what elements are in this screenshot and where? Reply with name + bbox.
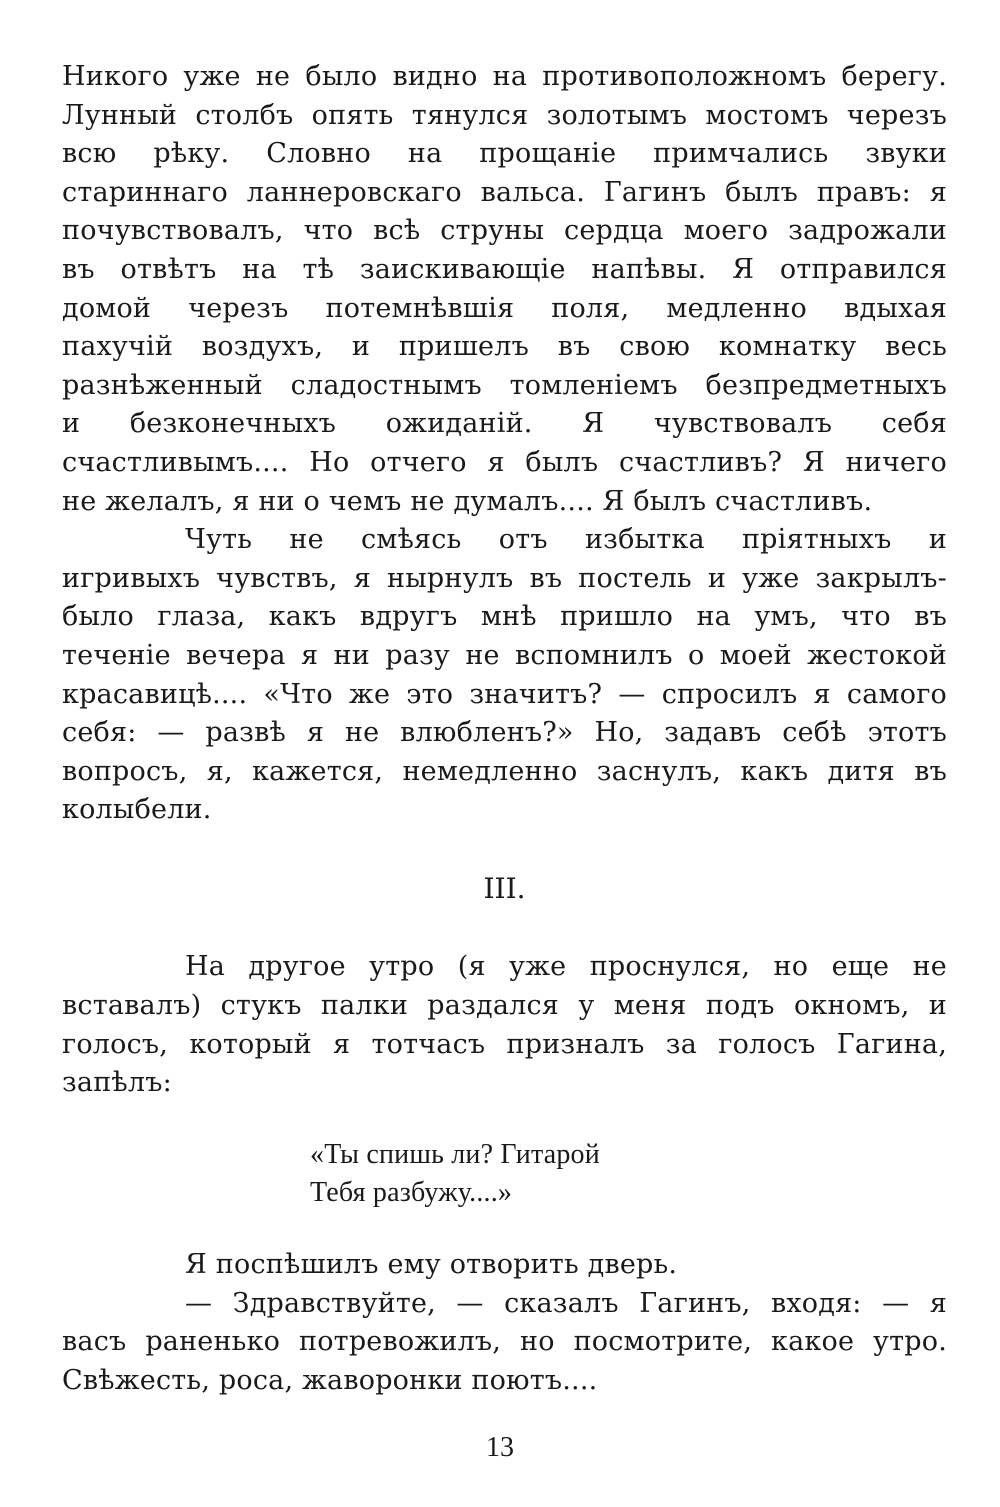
text-line: голосъ, который я тотчасъ призналъ за голосъ Гагина,: [62, 1028, 947, 1060]
text-line: васъ раненько потревожилъ, но посмотрите, какое утро.: [62, 1326, 947, 1358]
verse-line: «Ты спишь ли? Гитарой: [310, 1138, 600, 1170]
text-line: разнѣженный сладостнымъ томленіемъ безпредметныхъ: [62, 369, 947, 401]
text-line: колыбели.: [62, 794, 212, 826]
text-line: — Здравствуйте, — сказалъ Гагинъ, входя: — я: [185, 1287, 947, 1319]
text-line: въ отвѣтъ на тѣ заискивающіе напѣвы. Я отправился: [62, 253, 947, 285]
text-line: игривыхъ чувствъ, я нырнулъ въ постель и уже закрылъ-: [62, 562, 947, 594]
text-line: красавицѣ.... «Что же это значитъ? — спросилъ я самого: [62, 678, 947, 710]
text-line: Лунный столбъ опять тянулся золотымъ мостомъ черезъ: [62, 99, 947, 131]
text-line: Свѣжесть, роса, жаворонки поютъ....: [62, 1364, 598, 1396]
verse-quote: [62, 1136, 947, 1213]
text-line: и безконечныхъ ожиданій. Я чувствовалъ себя: [62, 408, 947, 440]
text-line: На другое утро (я уже проснулся, но еще не: [185, 951, 947, 983]
text-line: Чуть не смѣясь отъ избытка пріятныхъ и: [185, 524, 947, 556]
paragraph-3: [62, 948, 947, 1102]
text-line: вставалъ) стукъ палки раздался у меня подъ окномъ, и: [62, 990, 947, 1022]
text-line: было глаза, какъ вдругъ мнѣ пришло на умъ, что въ: [62, 601, 947, 633]
text-line: не желалъ, я ни о чемъ не думалъ.... Я былъ счастливъ.: [62, 485, 873, 517]
text-line: себя: — развѣ я не влюбленъ?» Но, задавъ себѣ этотъ: [62, 717, 947, 749]
page-body: [62, 58, 947, 1400]
text-line: теченіе вечера я ни разу не вспомнилъ о моей жестокой: [62, 639, 947, 671]
paragraph-4: [62, 1246, 947, 1285]
paragraph-2: [62, 521, 947, 830]
text-line: домой черезъ потемнѣвшія поля, медленно вдыхая: [62, 292, 947, 324]
paragraph-1: [62, 58, 947, 521]
text-line: вопросъ, я, кажется, немедленно заснулъ, какъ дитя въ: [62, 755, 947, 787]
text-line: всю рѣку. Словно на прощаніе примчались звуки: [62, 138, 947, 170]
page-number: 13: [486, 1432, 514, 1463]
text-line: счастливымъ.... Но отчего я былъ счастливъ? Я ничего: [62, 446, 947, 478]
text-line: запѣлъ:: [62, 1067, 172, 1099]
text-line: почувствовалъ, что всѣ струны сердца моего задрожали: [62, 215, 947, 247]
text-line: Никого уже не было видно на противоположномъ берегу.: [62, 61, 947, 92]
verse-line: Тебя разбужу....»: [310, 1177, 513, 1209]
chapter-heading: III.: [483, 871, 526, 905]
text-line: стариннаго ланнеровскаго вальса. Гагинъ былъ правъ: я: [62, 176, 947, 208]
text-line: Я поспѣшилъ ему отворить дверь.: [185, 1249, 678, 1281]
text-line: пахучій воздухъ, и пришелъ въ свою комнатку весь: [62, 331, 947, 363]
paragraph-5: [62, 1285, 947, 1401]
